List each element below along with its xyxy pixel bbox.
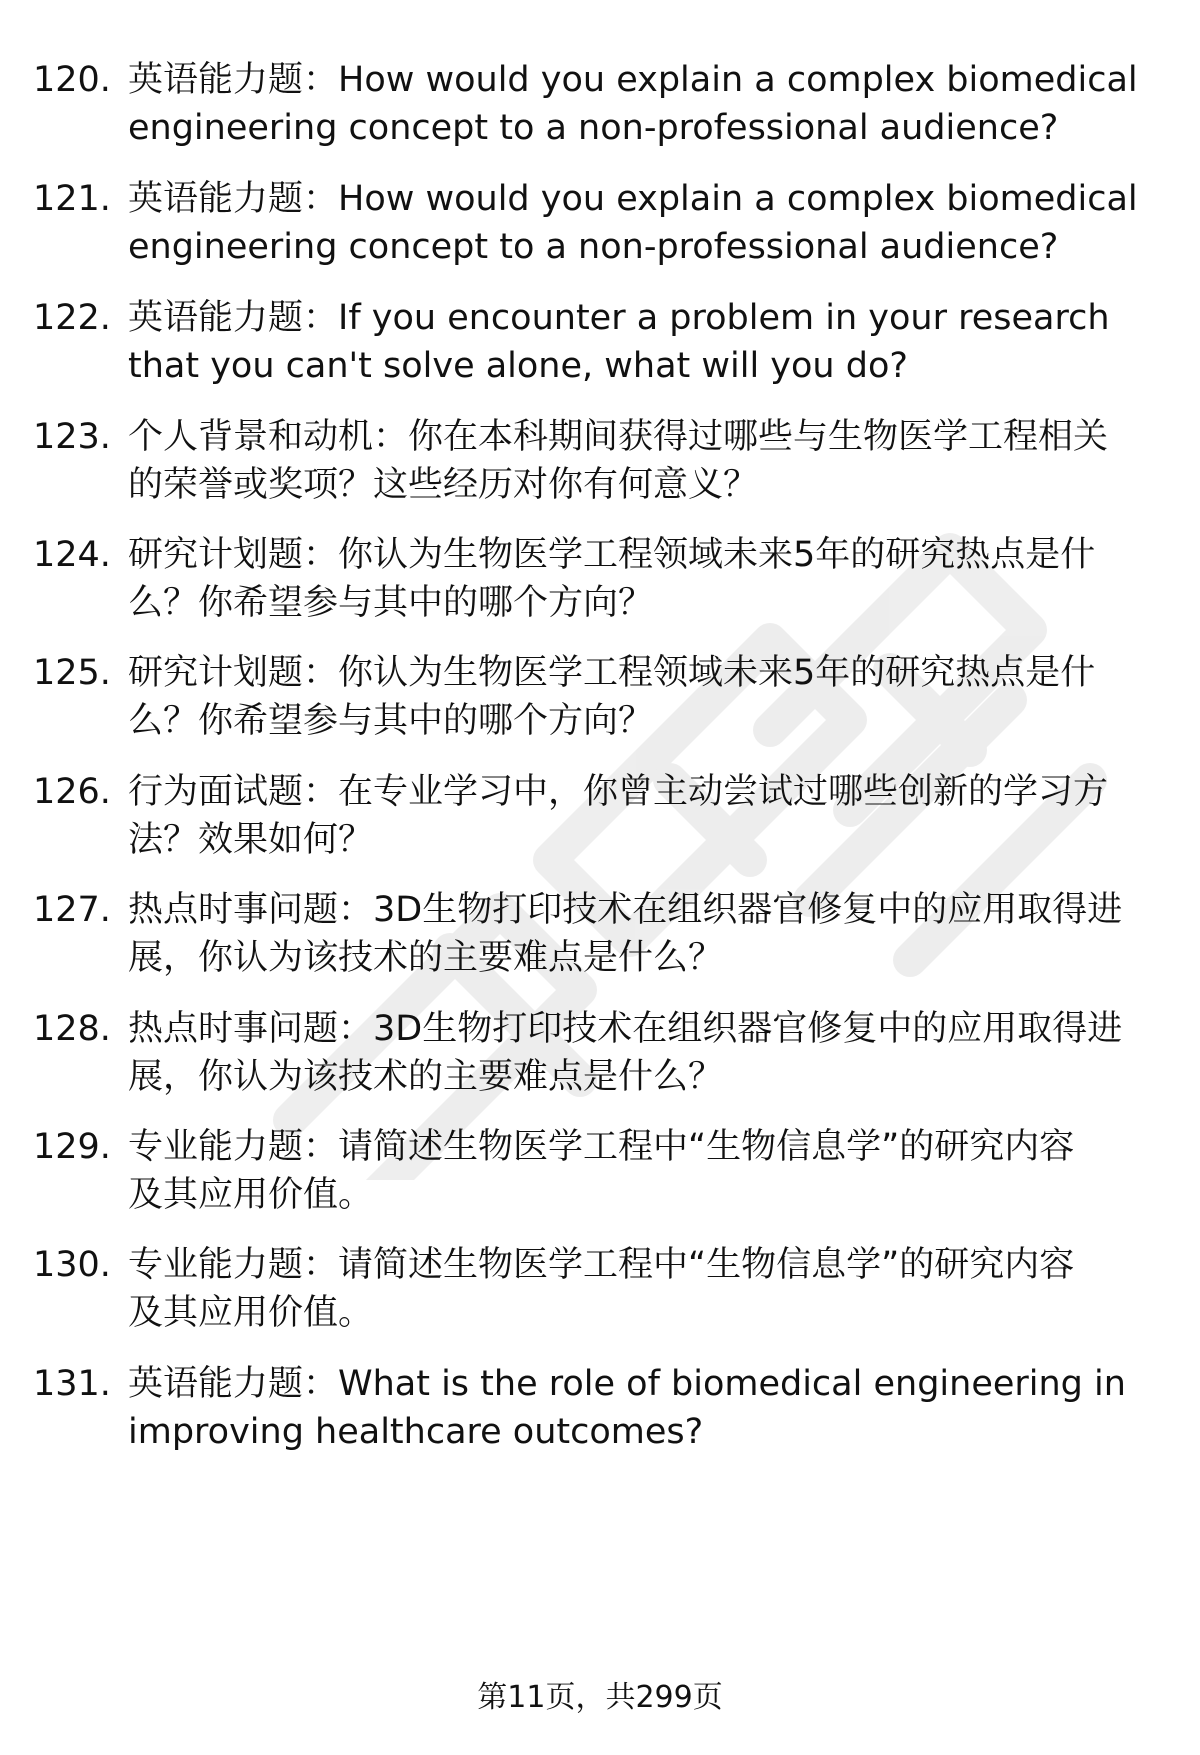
question-text-line: 热点时事问题：3D生物打印技术在组织器官修复中的应用取得进 — [128, 1009, 1123, 1049]
question-number: 129. — [33, 1127, 111, 1167]
question-text-line: 展，你认为该技术的主要难点是什么？ — [128, 938, 724, 978]
question-text — [128, 1005, 1168, 1101]
question-text — [128, 1241, 1168, 1337]
question-text-line: 研究计划题：你认为生物医学工程领域未来5年的研究热点是什 — [128, 535, 1096, 575]
question-text — [128, 531, 1168, 627]
question-text — [128, 294, 1168, 390]
question-text — [128, 1360, 1168, 1456]
question-text-line: engineering concept to a non-professional audience? — [128, 227, 1059, 267]
question-number: 131. — [33, 1364, 111, 1404]
question-text-line: 英语能力题：How would you explain a complex biomedical — [128, 179, 1138, 219]
question-text — [128, 1123, 1168, 1219]
question-text-line: 法？效果如何？ — [128, 820, 374, 860]
question-number: 120. — [33, 60, 111, 100]
question-number: 122. — [33, 298, 111, 338]
question-text-line: 及其应用价值。 — [128, 1293, 374, 1333]
question-text-line: 研究计划题：你认为生物医学工程领域未来5年的研究热点是什 — [128, 653, 1096, 693]
question-text — [128, 56, 1168, 152]
question-text-line: improving healthcare outcomes? — [128, 1412, 704, 1452]
question-number: 121. — [33, 179, 111, 219]
question-text-line: 及其应用价值。 — [128, 1175, 374, 1215]
question-text-line: 专业能力题：请简述生物医学工程中“生物信息学”的研究内容 — [128, 1245, 1075, 1285]
question-text-line: 英语能力题：What is the role of biomedical engineering in — [128, 1364, 1126, 1404]
question-text-line: 英语能力题：How would you explain a complex biomedical — [128, 60, 1138, 100]
page-footer — [0, 1678, 1200, 1718]
question-text-line: 英语能力题：If you encounter a problem in your research — [128, 298, 1110, 338]
question-text-line: 么？你希望参与其中的哪个方向？ — [128, 583, 654, 623]
question-number: 124. — [33, 535, 111, 575]
question-number: 125. — [33, 653, 111, 693]
question-text-line: 专业能力题：请简述生物医学工程中“生物信息学”的研究内容 — [128, 1127, 1075, 1167]
question-number: 130. — [33, 1245, 111, 1285]
question-text-line: 的荣誉或奖项？这些经历对你有何意义？ — [128, 465, 759, 505]
question-text — [128, 649, 1168, 745]
question-number: 123. — [33, 417, 111, 457]
question-text — [128, 413, 1168, 509]
question-text-line: engineering concept to a non-professional audience? — [128, 108, 1059, 148]
question-text-line: 么？你希望参与其中的哪个方向？ — [128, 701, 654, 741]
question-text — [128, 886, 1168, 982]
question-text — [128, 175, 1168, 271]
question-text-line: 展，你认为该技术的主要难点是什么？ — [128, 1057, 724, 1097]
question-text — [128, 768, 1168, 864]
question-number: 127. — [33, 890, 111, 930]
question-text-line: 热点时事问题：3D生物打印技术在组织器官修复中的应用取得进 — [128, 890, 1123, 930]
question-text-line: that you can't solve alone, what will you do? — [128, 346, 908, 386]
question-number: 126. — [33, 772, 111, 812]
page-number-label: 第11页，共299页 — [477, 1680, 723, 1715]
question-number: 128. — [33, 1009, 111, 1049]
question-text-line: 行为面试题：在专业学习中，你曾主动尝试过哪些创新的学习方 — [128, 772, 1109, 812]
question-text-line: 个人背景和动机：你在本科期间获得过哪些与生物医学工程相关 — [128, 417, 1109, 457]
